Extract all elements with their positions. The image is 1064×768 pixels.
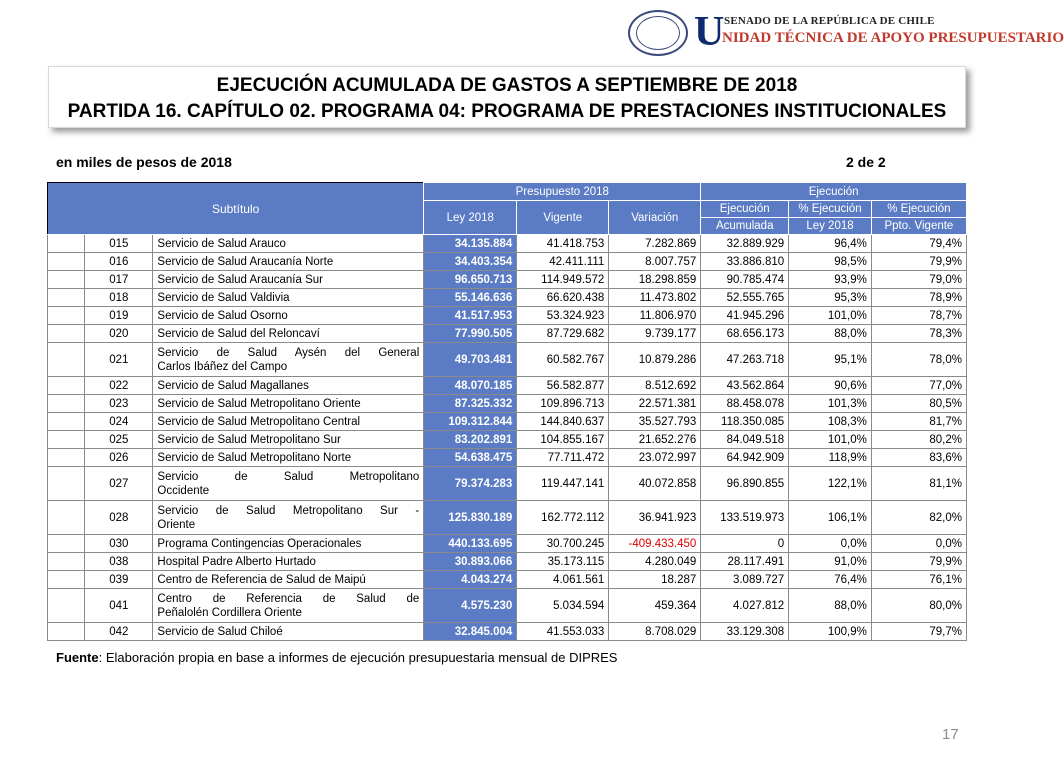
row-name [153, 589, 424, 623]
row-name: Programa Contingencias Operacionales [153, 535, 424, 553]
table-row [48, 553, 967, 571]
row-variacion: 459.364 [609, 589, 701, 623]
row-vigente: 41.418.753 [517, 235, 609, 253]
table-row [48, 535, 967, 553]
table-row [48, 307, 967, 325]
row-ley-2018: 34.403.354 [424, 253, 517, 271]
row-code: 026 [85, 449, 153, 467]
row-pct-ley: 100,9% [789, 623, 872, 641]
blank-cell [48, 449, 85, 467]
header-ejecucion-acumulada-1: Ejecución [701, 201, 789, 218]
table-row [48, 289, 967, 307]
table-row [48, 413, 967, 431]
row-pct-vigente: 79,9% [871, 253, 966, 271]
row-ejecucion-acumulada: 41.945.296 [701, 307, 789, 325]
row-variacion: 8.007.757 [609, 253, 701, 271]
row-pct-vigente: 78,9% [871, 289, 966, 307]
table-row [48, 589, 967, 623]
table-row [48, 235, 967, 253]
row-ley-2018: 34.135.884 [424, 235, 517, 253]
row-code: 027 [85, 467, 153, 501]
row-code: 019 [85, 307, 153, 325]
row-code: 016 [85, 253, 153, 271]
row-ejecucion-acumulada: 0 [701, 535, 789, 553]
row-name-line1: Servicio de Salud Aysén del General [157, 346, 420, 359]
row-vigente: 53.324.923 [517, 307, 609, 325]
row-variacion: 21.652.276 [609, 431, 701, 449]
page-label: 2 de 2 [846, 154, 886, 170]
row-variacion: 11.806.970 [609, 307, 701, 325]
blank-cell [48, 571, 85, 589]
budget-table [47, 182, 967, 641]
row-pct-vigente: 79,0% [871, 271, 966, 289]
row-vigente: 5.034.594 [517, 589, 609, 623]
row-ejecucion-acumulada: 33.886.810 [701, 253, 789, 271]
row-pct-vigente: 79,4% [871, 235, 966, 253]
row-name [153, 501, 424, 535]
row-pct-vigente: 78,3% [871, 325, 966, 343]
row-ejecucion-acumulada: 3.089.727 [701, 571, 789, 589]
row-name: Servicio de Salud Metropolitano Central [153, 413, 424, 431]
row-ley-2018: 30.893.066 [424, 553, 517, 571]
row-name: Servicio de Salud Valdivia [153, 289, 424, 307]
row-variacion: 8.512.692 [609, 377, 701, 395]
row-code: 028 [85, 501, 153, 535]
row-pct-ley: 93,9% [789, 271, 872, 289]
row-pct-vigente: 80,0% [871, 589, 966, 623]
row-pct-vigente: 78,0% [871, 343, 966, 377]
row-vigente: 77.711.472 [517, 449, 609, 467]
header-pct-ley-1: % Ejecución [789, 201, 872, 218]
row-vigente: 109.896.713 [517, 395, 609, 413]
header-variacion: Variación [609, 201, 701, 235]
header-ejecucion-acumulada-2: Acumulada [701, 218, 789, 235]
header-pct-vigente-2: Ppto. Vigente [871, 218, 966, 235]
row-vigente: 144.840.637 [517, 413, 609, 431]
row-ley-2018: 87.325.332 [424, 395, 517, 413]
blank-cell [48, 413, 85, 431]
row-name: Servicio de Salud Magallanes [153, 377, 424, 395]
row-pct-ley: 98,5% [789, 253, 872, 271]
blank-cell [48, 535, 85, 553]
row-pct-ley: 96,4% [789, 235, 872, 253]
row-code: 024 [85, 413, 153, 431]
header-subtitulo: Subtítulo [48, 183, 424, 235]
table-row [48, 253, 967, 271]
blank-cell [48, 589, 85, 623]
row-code: 018 [85, 289, 153, 307]
row-pct-vigente: 76,1% [871, 571, 966, 589]
row-variacion: 36.941.923 [609, 501, 701, 535]
table-row [48, 467, 967, 501]
row-pct-ley: 88,0% [789, 589, 872, 623]
row-ejecucion-acumulada: 32.889.929 [701, 235, 789, 253]
row-pct-ley: 122,1% [789, 467, 872, 501]
table-row [48, 325, 967, 343]
row-pct-ley: 118,9% [789, 449, 872, 467]
blank-cell [48, 553, 85, 571]
row-vigente: 42.411.111 [517, 253, 609, 271]
row-ejecucion-acumulada: 84.049.518 [701, 431, 789, 449]
row-code: 017 [85, 271, 153, 289]
row-variacion: 40.072.858 [609, 467, 701, 501]
row-name-line1: Servicio de Salud Metropolitano Sur - [157, 504, 420, 517]
row-code: 030 [85, 535, 153, 553]
row-ley-2018: 4.575.230 [424, 589, 517, 623]
row-pct-ley: 101,0% [789, 431, 872, 449]
row-code: 020 [85, 325, 153, 343]
row-name-line1: Servicio de Salud Metropolitano [157, 470, 420, 483]
row-pct-vigente: 83,6% [871, 449, 966, 467]
row-vigente: 162.772.112 [517, 501, 609, 535]
row-pct-ley: 76,4% [789, 571, 872, 589]
row-pct-ley: 0,0% [789, 535, 872, 553]
row-pct-vigente: 80,5% [871, 395, 966, 413]
row-pct-vigente: 0,0% [871, 535, 966, 553]
row-ley-2018: 32.845.004 [424, 623, 517, 641]
table-row [48, 623, 967, 641]
row-vigente: 60.582.767 [517, 343, 609, 377]
row-code: 021 [85, 343, 153, 377]
row-pct-vigente: 77,0% [871, 377, 966, 395]
blank-cell [48, 343, 85, 377]
header-ejecucion-group: Ejecución [701, 183, 967, 201]
row-code: 015 [85, 235, 153, 253]
blank-cell [48, 307, 85, 325]
row-pct-ley: 88,0% [789, 325, 872, 343]
row-vigente: 4.061.561 [517, 571, 609, 589]
table-row [48, 571, 967, 589]
row-name: Servicio de Salud Chiloé [153, 623, 424, 641]
row-vigente: 119.447.141 [517, 467, 609, 501]
row-ley-2018: 54.638.475 [424, 449, 517, 467]
row-pct-vigente: 80,2% [871, 431, 966, 449]
row-pct-ley: 106,1% [789, 501, 872, 535]
row-vigente: 104.855.167 [517, 431, 609, 449]
row-variacion: 8.708.029 [609, 623, 701, 641]
row-name: Servicio de Salud Araucanía Sur [153, 271, 424, 289]
row-ley-2018: 77.990.505 [424, 325, 517, 343]
logo-line2: NIDAD TÉCNICA DE APOYO PRESUPUESTARIO [722, 30, 1064, 46]
row-pct-ley: 90,6% [789, 377, 872, 395]
row-ley-2018: 109.312.844 [424, 413, 517, 431]
row-variacion: 4.280.049 [609, 553, 701, 571]
row-ejecucion-acumulada: 52.555.765 [701, 289, 789, 307]
row-name: Servicio de Salud Metropolitano Oriente [153, 395, 424, 413]
logo-line1: SENADO DE LA REPÚBLICA DE CHILE [724, 15, 935, 27]
row-ley-2018: 49.703.481 [424, 343, 517, 377]
row-pct-ley: 101,0% [789, 307, 872, 325]
row-code: 023 [85, 395, 153, 413]
row-variacion: 9.739.177 [609, 325, 701, 343]
blank-cell [48, 501, 85, 535]
row-name: Servicio de Salud Arauco [153, 235, 424, 253]
row-ley-2018: 4.043.274 [424, 571, 517, 589]
blank-cell [48, 325, 85, 343]
row-name-line2: Oriente [157, 518, 196, 531]
header-pct-ley-2: Ley 2018 [789, 218, 872, 235]
row-name [153, 467, 424, 501]
row-ejecucion-acumulada: 96.890.855 [701, 467, 789, 501]
row-vigente: 35.173.115 [517, 553, 609, 571]
blank-cell [48, 289, 85, 307]
row-ejecucion-acumulada: 118.350.085 [701, 413, 789, 431]
logo-letter: U [694, 9, 725, 55]
source-text: : Elaboración propia en base a informes de ejecución presupuestaria mensual de DIPRES [98, 650, 618, 665]
title-line1: EJECUCIÓN ACUMULADA DE GASTOS A SEPTIEMBRE DE 2018 [216, 75, 798, 96]
row-pct-ley: 95,3% [789, 289, 872, 307]
row-ejecucion-acumulada: 64.942.909 [701, 449, 789, 467]
blank-cell [48, 235, 85, 253]
row-pct-vigente: 78,7% [871, 307, 966, 325]
table-row [48, 501, 967, 535]
row-code: 041 [85, 589, 153, 623]
row-pct-ley: 101,3% [789, 395, 872, 413]
blank-cell [48, 431, 85, 449]
row-variacion: 23.072.997 [609, 449, 701, 467]
row-vigente: 41.553.033 [517, 623, 609, 641]
title-line2: PARTIDA 16. CAPÍTULO 02. PROGRAMA 04: PROGRAMA DE PRESTACIONES INSTITUCIONALES [67, 101, 947, 122]
row-pct-vigente: 79,9% [871, 553, 966, 571]
table-row [48, 395, 967, 413]
row-pct-vigente: 79,7% [871, 623, 966, 641]
row-vigente: 114.949.572 [517, 271, 609, 289]
row-ley-2018: 83.202.891 [424, 431, 517, 449]
row-name-line2: Occidente [157, 484, 210, 497]
row-name-line2: Peñalolén Cordillera Oriente [157, 606, 302, 619]
row-code: 039 [85, 571, 153, 589]
row-ejecucion-acumulada: 88.458.078 [701, 395, 789, 413]
row-ejecucion-acumulada: 28.117.491 [701, 553, 789, 571]
title-box [48, 66, 966, 128]
row-name: Servicio de Salud del Reloncaví [153, 325, 424, 343]
table-body [48, 235, 967, 641]
row-ejecucion-acumulada: 68.656.173 [701, 325, 789, 343]
row-ley-2018: 96.650.713 [424, 271, 517, 289]
row-ejecucion-acumulada: 47.263.718 [701, 343, 789, 377]
row-variacion: 18.298.859 [609, 271, 701, 289]
table-row [48, 431, 967, 449]
row-name: Centro de Referencia de Salud de Maipú [153, 571, 424, 589]
row-ley-2018: 125.830.189 [424, 501, 517, 535]
senado-seal-logo [628, 10, 688, 56]
row-name: Hospital Padre Alberto Hurtado [153, 553, 424, 571]
row-variacion: 11.473.802 [609, 289, 701, 307]
source-note [56, 650, 617, 665]
row-code: 022 [85, 377, 153, 395]
row-ejecucion-acumulada: 33.129.308 [701, 623, 789, 641]
row-ejecucion-acumulada: 90.785.474 [701, 271, 789, 289]
row-vigente: 30.700.245 [517, 535, 609, 553]
blank-cell [48, 253, 85, 271]
blank-cell [48, 467, 85, 501]
row-pct-vigente: 82,0% [871, 501, 966, 535]
row-ley-2018: 48.070.185 [424, 377, 517, 395]
row-ley-2018: 55.146.636 [424, 289, 517, 307]
row-ejecucion-acumulada: 43.562.864 [701, 377, 789, 395]
blank-cell [48, 623, 85, 641]
row-variacion: 10.879.286 [609, 343, 701, 377]
table-row [48, 271, 967, 289]
table-row [48, 449, 967, 467]
utap-logo [694, 9, 1064, 55]
blank-cell [48, 377, 85, 395]
row-name-line2: Carlos Ibáñez del Campo [157, 360, 288, 373]
row-pct-ley: 95,1% [789, 343, 872, 377]
row-name [153, 343, 424, 377]
source-label: Fuente [56, 650, 99, 665]
header-vigente: Vigente [517, 201, 609, 235]
header-ley: Ley 2018 [424, 201, 517, 235]
row-name: Servicio de Salud Araucanía Norte [153, 253, 424, 271]
row-ejecucion-acumulada: 133.519.973 [701, 501, 789, 535]
row-vigente: 56.582.877 [517, 377, 609, 395]
row-ley-2018: 79.374.283 [424, 467, 517, 501]
row-code: 042 [85, 623, 153, 641]
row-code: 025 [85, 431, 153, 449]
row-variacion: 22.571.381 [609, 395, 701, 413]
row-ejecucion-acumulada: 4.027.812 [701, 589, 789, 623]
row-pct-vigente: 81,1% [871, 467, 966, 501]
row-pct-ley: 91,0% [789, 553, 872, 571]
row-name: Servicio de Salud Metropolitano Sur [153, 431, 424, 449]
row-variacion: 7.282.869 [609, 235, 701, 253]
blank-cell [48, 395, 85, 413]
row-variacion: 35.527.793 [609, 413, 701, 431]
row-vigente: 87.729.682 [517, 325, 609, 343]
header-presupuesto: Presupuesto 2018 [424, 183, 701, 201]
header-pct-vigente-1: % Ejecución [871, 201, 966, 218]
row-name: Servicio de Salud Metropolitano Norte [153, 449, 424, 467]
row-code: 038 [85, 553, 153, 571]
row-vigente: 66.620.438 [517, 289, 609, 307]
row-ley-2018: 440.133.695 [424, 535, 517, 553]
blank-cell [48, 271, 85, 289]
row-ley-2018: 41.517.953 [424, 307, 517, 325]
row-name: Servicio de Salud Osorno [153, 307, 424, 325]
row-variacion: -409.433.450 [609, 535, 701, 553]
page-number: 17 [942, 726, 959, 743]
table-row [48, 377, 967, 395]
row-variacion: 18.287 [609, 571, 701, 589]
row-pct-ley: 108,3% [789, 413, 872, 431]
unit-label: en miles de pesos de 2018 [56, 154, 232, 170]
table-row [48, 343, 967, 377]
row-name-line1: Centro de Referencia de Salud de [157, 592, 420, 605]
row-pct-vigente: 81,7% [871, 413, 966, 431]
